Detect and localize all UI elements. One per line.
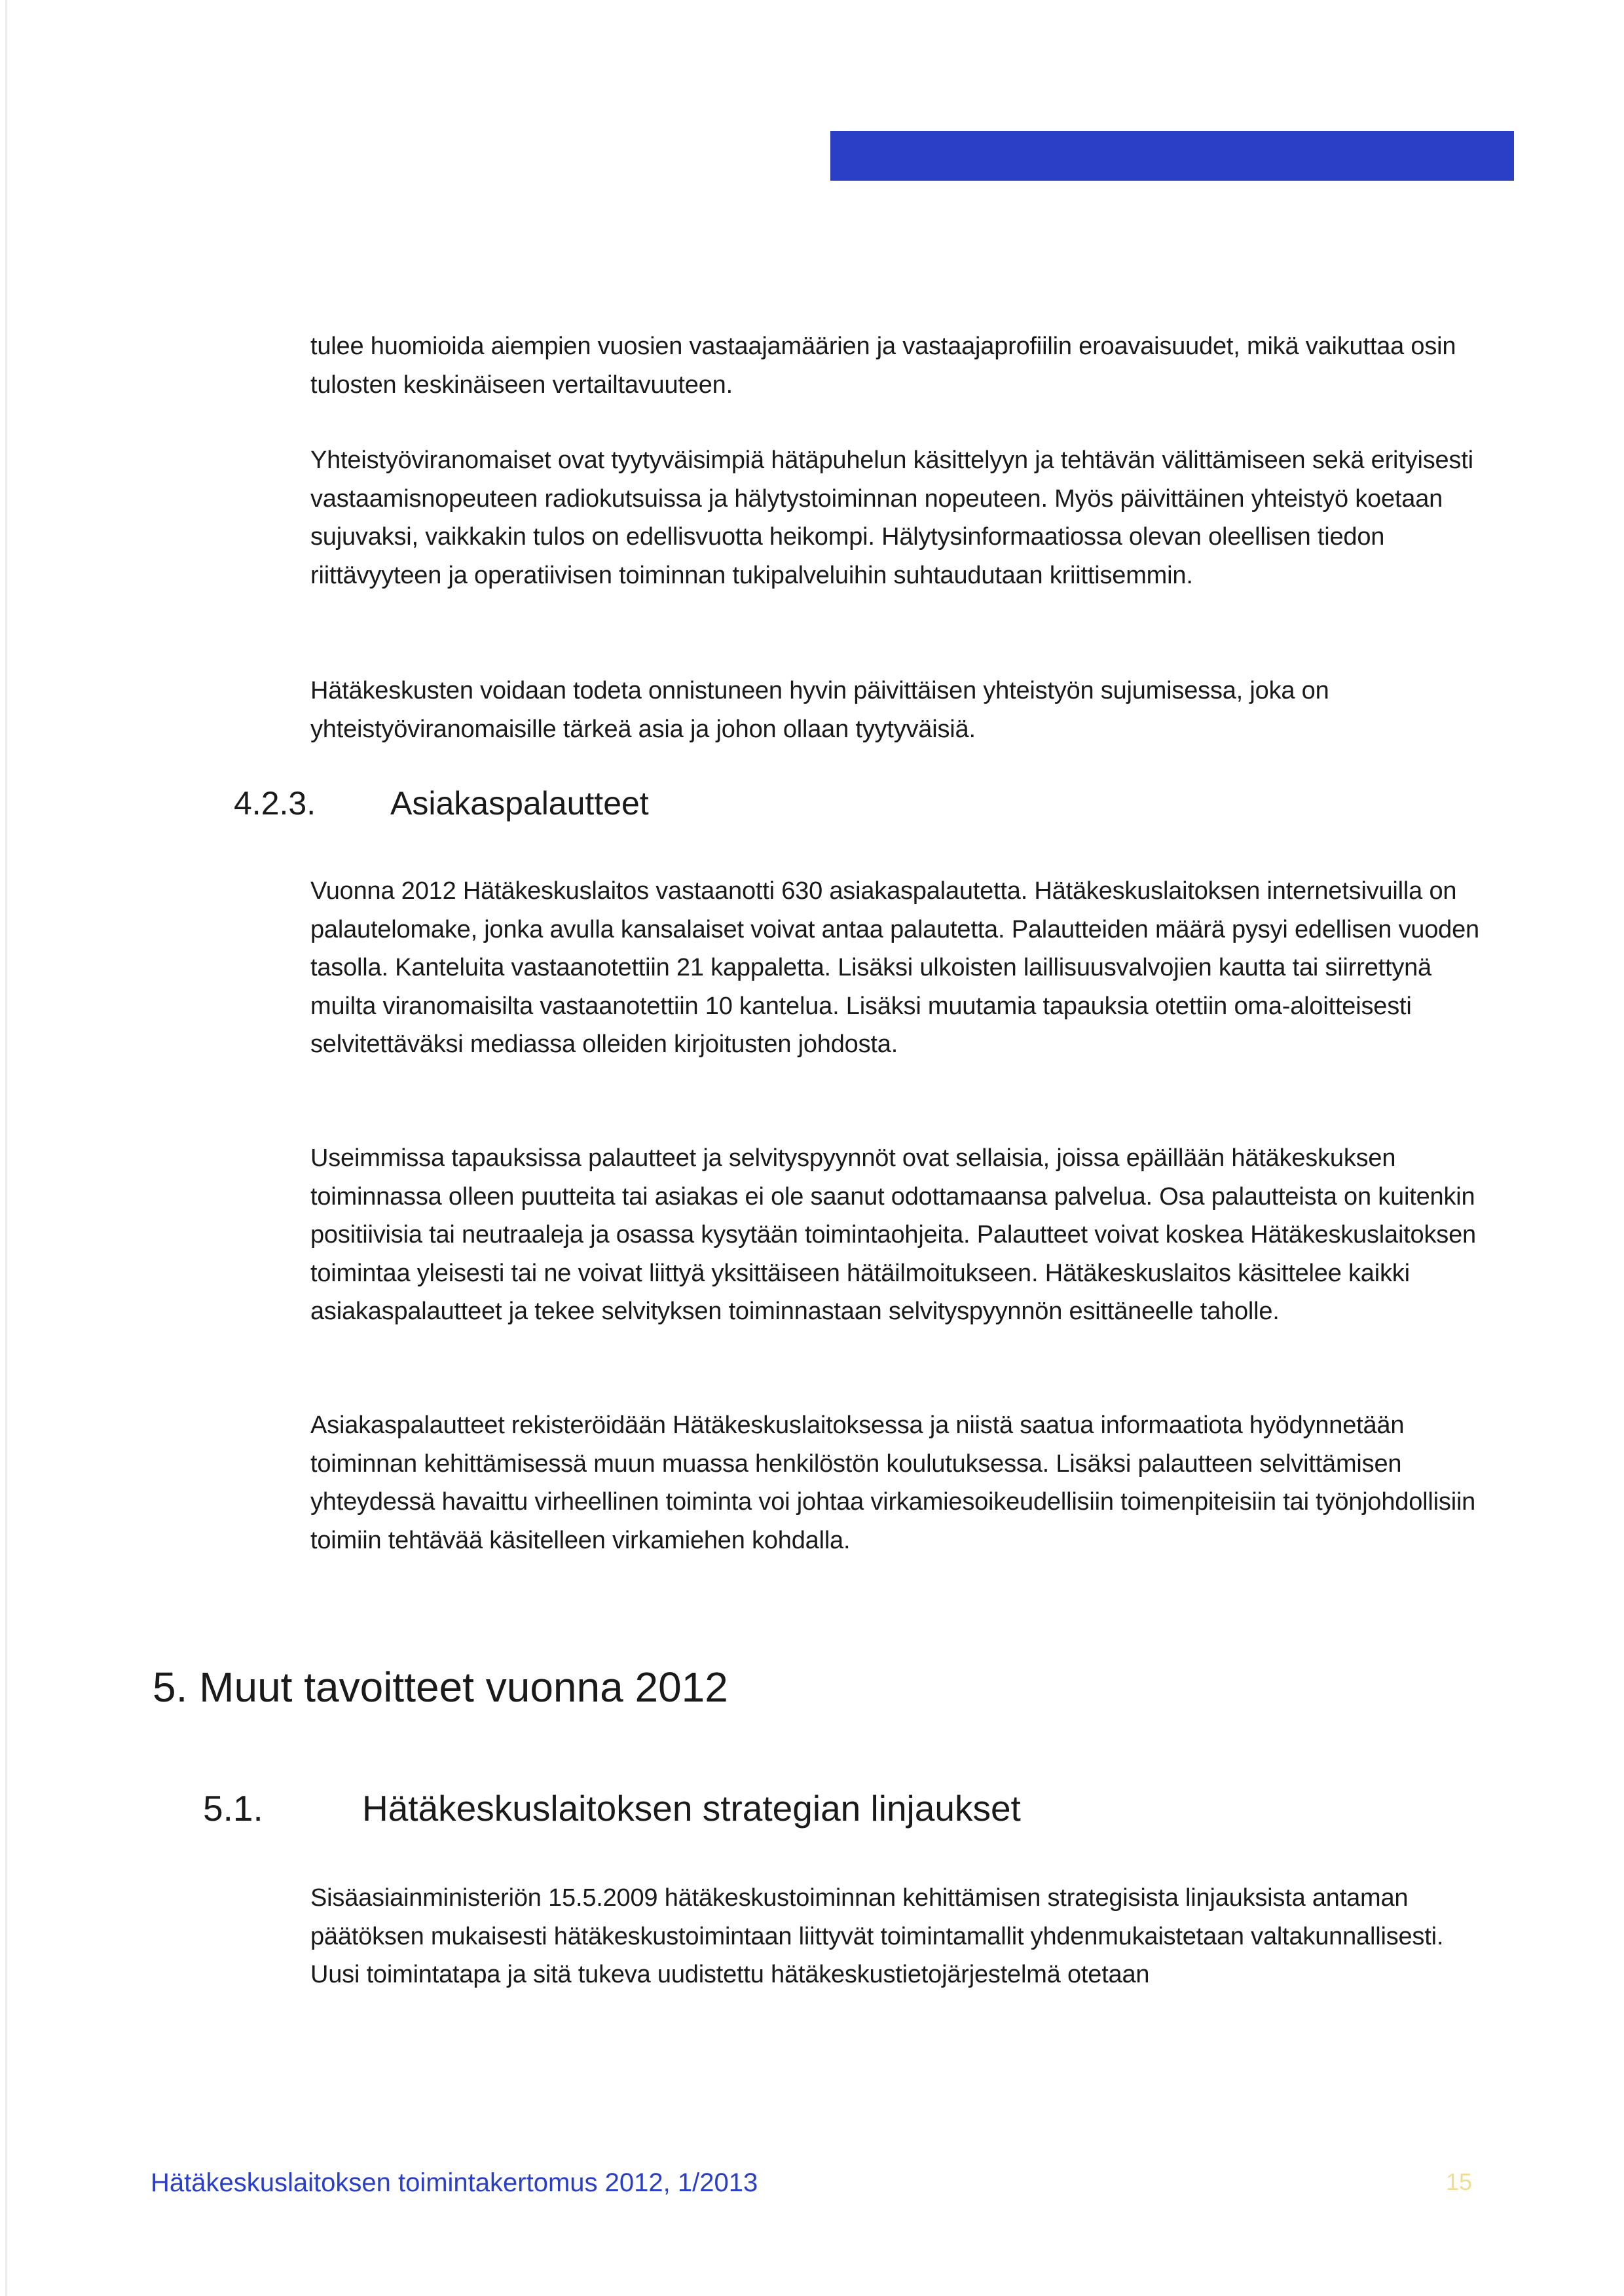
scan-edge-line xyxy=(5,0,7,2296)
chapter-heading-5: 5. Muut tavoitteet vuonna 2012 xyxy=(153,1664,728,1711)
footer-page-number: 15 xyxy=(1446,2168,1473,2195)
section-title: Asiakaspalautteet xyxy=(390,785,649,822)
paragraph-strategy-decision: Sisäasiainministeriön 15.5.2009 hätäkeskustoiminnan kehittämisen strategisista linjauksista antaman päätöksen mukaisesti hätäkeskustoimintaan liittyvät toimintamallit yhdenmukaistetaan valtakunnallisesti. Uusi toimintatapa ja sitä tukeva uudistettu hätäkeskustietojärjestelmä otetaan xyxy=(310,1884,1444,1988)
section-heading-5-1 xyxy=(203,1787,1185,1840)
header-color-bar xyxy=(830,131,1514,181)
paragraph-survey-note: tulee huomioida aiempien vuosien vastaajamäärien ja vastaajaprofiilin eroavaisuudet, mikä vaikuttaa osin tulosten keskinäiseen vertailtavuuteen. xyxy=(310,333,1456,399)
section-number: 4.2.3. xyxy=(234,785,316,822)
paragraph-feedback-types: Useimmissa tapauksissa palautteet ja selvityspyynnöt ovat sellaisia, joissa epäillään hätäkeskuksen toiminnassa olleen puutteita tai asiakas ei ole saanut odottamaansa palvelua. Osa palautteista on kuitenkin positiivisia tai neutraaleja ja osassa kysytään toimintaohjeita. Palautteet voivat koskea Hätäkeskuslaitoksen toimintaa yleisesti tai ne voivat liittyä yksittäiseen hätäilmoitukseen. Hätäkeskuslaitos käsittelee kaikki asiakaspalautteet ja tekee selvityksen toiminnastaan selvityspyynnön esittäneelle taholle. xyxy=(310,1144,1476,1325)
section-heading-4-2-3 xyxy=(234,784,1020,830)
footer-document-title: Hätäkeskuslaitoksen toimintakertomus 2012, 1/2013 xyxy=(151,2168,758,2197)
paragraph-cooperation-satisfaction: Yhteistyöviranomaiset ovat tyytyväisimpiä hätäpuhelun käsittelyyn ja tehtävän välittämiseen sekä erityisesti vastaamisnopeuteen radiokutsuissa ja hälytystoiminnan nopeuteen. Myös päivittäinen yhteistyö koetaan sujuvaksi, vaikkakin tulos on edellisvuotta heikompi. Hälytysinformaatiossa olevan oleellisen tiedon riittävyyteen ja operatiivisen toiminnan tukipalveluihin suhtaudutaan kriittisemmin. xyxy=(310,446,1473,589)
section-number: 5.1. xyxy=(203,1788,263,1829)
section-title: Hätäkeskuslaitoksen strategian linjaukset xyxy=(362,1788,1021,1829)
paragraph-customer-feedback-count: Vuonna 2012 Hätäkeskuslaitos vastaanotti 630 asiakaspalautetta. Hätäkeskuslaitoksen internetsivuilla on palautelomake, jonka avulla kansalaiset voivat antaa palautetta. Palautteiden määrä pysyi edellisen vuoden tasolla. Kanteluita vastaanotettiin 21 kappaletta. Lisäksi ulkoisten laillisuusvalvojien kautta tai siirrettynä muilta viranomaisilta vastaanotettiin 10 kantelua. Lisäksi muutamia tapauksia otettiin oma-aloitteisesti selvitettäväksi mediassa olleiden kirjoitusten johdosta. xyxy=(310,877,1479,1058)
paragraph-feedback-registration: Asiakaspalautteet rekisteröidään Hätäkeskuslaitoksessa ja niistä saatua informaatiota hyödynnetään toiminnan kehittämisessä muun muassa henkilöstön koulutuksessa. Lisäksi palautteen selvittämisen yhteydessä havaittu virheellinen toiminta voi johtaa virkamiesoikeudellisiin toimenpiteisiin tai työnjohdollisiin toimiin tehtävää käsitelleen virkamiehen kohdalla. xyxy=(310,1412,1476,1554)
paragraph-daily-cooperation: Hätäkeskusten voidaan todeta onnistuneen hyvin päivittäisen yhteistyön sujumisessa, joka on yhteistyöviranomaisille tärkeä asia ja johon ollaan tyytyväisiä. xyxy=(310,677,1329,743)
